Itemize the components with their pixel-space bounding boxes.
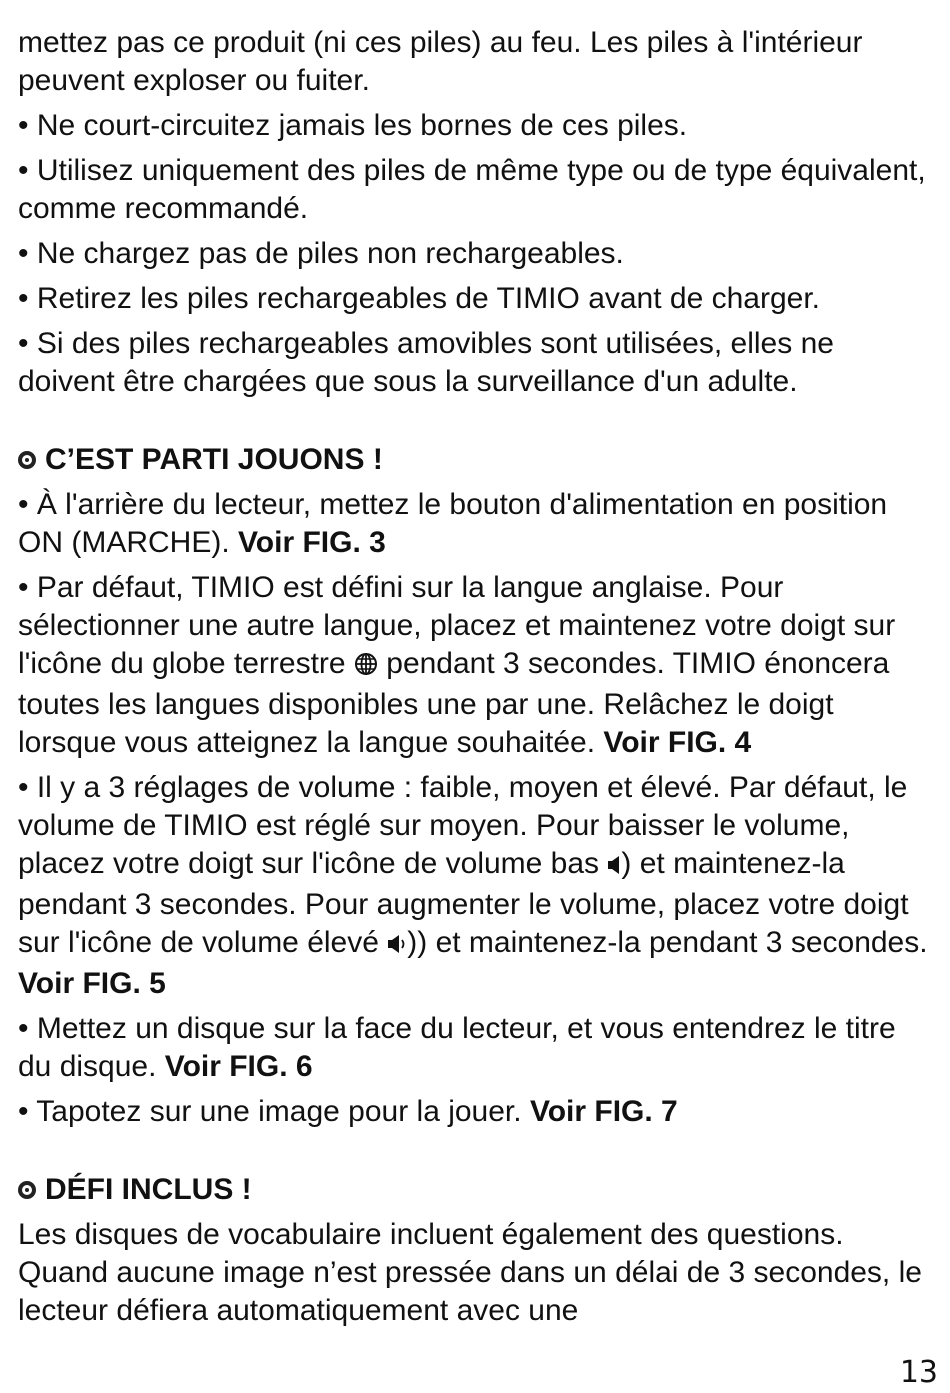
bullet-tap-image [18, 1093, 936, 1131]
bullet-insert-disc [18, 1010, 936, 1086]
bullet-language [18, 569, 936, 762]
figure-reference: Voir FIG. 4 [603, 726, 752, 759]
figure-reference: Voir FIG. 7 [529, 1095, 678, 1128]
page-content [18, 24, 936, 1337]
bullet-volume [18, 769, 936, 1003]
bullet-text: • Mettez un disque sur la face du lecteur, et vous entendrez le titre du disque. [18, 1012, 896, 1083]
figure-reference: Voir FIG. 5 [18, 967, 166, 1000]
speaker-high-icon [387, 927, 407, 965]
bullet-same-type: • Utilisez uniquement des piles de même type ou de type équivalent, comme recommandé. [18, 154, 926, 225]
page-number: 13 [899, 1355, 938, 1390]
disc-icon [18, 451, 36, 469]
figure-reference: Voir FIG. 6 [164, 1050, 313, 1083]
bullet-short-circuit: • Ne court-circuitez jamais les bornes de ces piles. [18, 109, 688, 142]
bullet-text: • Par défaut, TIMIO est défini sur la langue anglaise. Pour sélectionner une autre langue, placez et maintenez votre doigt sur l'icône du globe terrestre [18, 571, 896, 680]
bullet-adult-supervision: • Si des piles rechargeables amovibles sont utilisées, elles ne doivent être chargées que sous la surveillance d'un adulte. [18, 327, 834, 398]
globe-icon [354, 648, 378, 686]
section-title: DÉFI INCLUS ! [45, 1173, 252, 1206]
speaker-low-icon [607, 848, 621, 886]
challenge-paragraph: Les disques de vocabulaire incluent également des questions. Quand aucune image n’est pressée dans un délai de 3 secondes, le lecteur défiera automatiquement avec une [18, 1218, 922, 1327]
section-title: C’EST PARTI JOUONS ! [45, 443, 383, 476]
bullet-remove-batteries: • Retirez les piles rechargeables de TIMIO avant de charger. [18, 282, 821, 315]
figure-reference: Voir FIG. 3 [238, 526, 386, 559]
bullet-text: • À l'arrière du lecteur, mettez le bouton d'alimentation en position ON (MARCHE). [18, 488, 888, 559]
disc-icon [18, 1181, 36, 1199]
section-heading-lets-play [18, 441, 936, 479]
bullet-power-on [18, 486, 936, 562]
intro-paragraph: mettez pas ce produit (ni ces piles) au feu. Les piles à l'intérieur peuvent exploser ou fuiter. [18, 26, 863, 97]
bullet-text: ) et maintenez-la pendant 3 secondes. Pour augmenter le volume, placez votre doigt sur l'icône de volume élevé [18, 847, 909, 959]
bullet-text: • Il y a 3 réglages de volume : faible, moyen et élevé. Par défaut, le volume de TIMIO est réglé sur moyen. Pour baisser le volume, placez votre doigt sur l'icône de volume bas [18, 771, 908, 880]
bullet-text: pendant 3 secondes. TIMIO énoncera toutes les langues disponibles une par une. Relâchez le doigt lorsque vous atteignez la langue souhaitée. [18, 647, 890, 759]
bullet-non-rechargeable: • Ne chargez pas de piles non rechargeables. [18, 237, 624, 270]
bullet-text: )) et maintenez-la pendant 3 secondes. [407, 926, 928, 959]
section-heading-challenge [18, 1171, 936, 1209]
bullet-text: • Tapotez sur une image pour la jouer. [18, 1095, 530, 1128]
